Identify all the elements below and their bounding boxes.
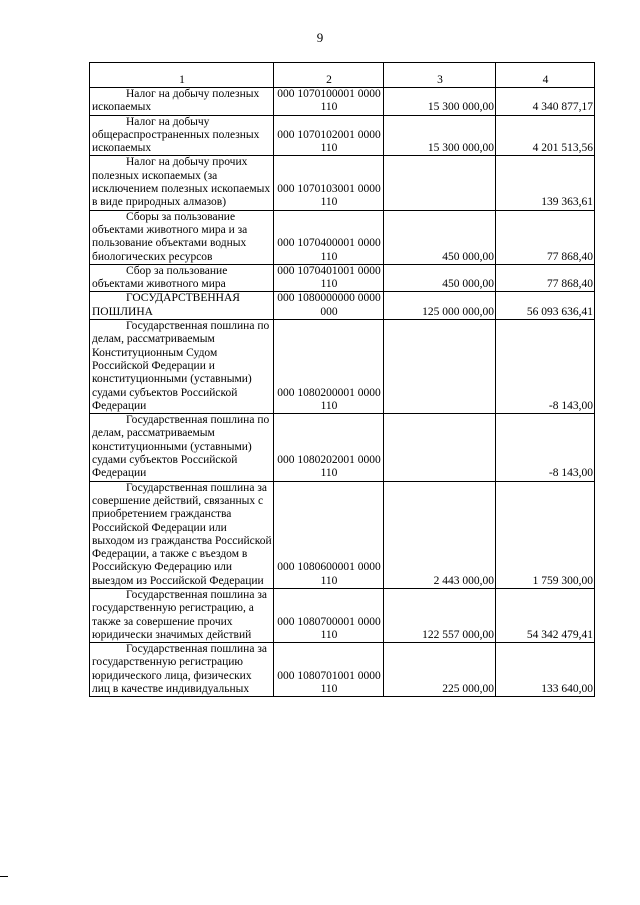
budget-code: 000 1070401001 0000 110	[274, 264, 384, 292]
revenue-name: Государственная пошлина за государственную регистрацию юридического лица, физических лиц в качестве индивидуальных	[90, 643, 274, 697]
actual-amount: 77 868,40	[496, 210, 595, 264]
column-header: 2	[274, 63, 384, 88]
table-header-row	[90, 63, 595, 88]
budget-code: 000 1070103001 0000 110	[274, 156, 384, 210]
actual-amount: 139 363,61	[496, 156, 595, 210]
planned-amount	[384, 414, 496, 481]
planned-amount	[384, 320, 496, 414]
budget-code: 000 1080000000 0000 000	[274, 292, 384, 320]
margin-mark	[0, 876, 8, 877]
actual-amount: 4 201 513,56	[496, 115, 595, 156]
table-row	[90, 588, 595, 642]
revenue-name: Налог на добычу полезных ископаемых	[90, 88, 274, 116]
budget-code: 000 1080200001 0000 110	[274, 320, 384, 414]
planned-amount	[384, 156, 496, 210]
actual-amount: 1 759 300,00	[496, 481, 595, 588]
column-header: 3	[384, 63, 496, 88]
actual-amount: 4 340 877,17	[496, 88, 595, 116]
table-row	[90, 643, 595, 697]
budget-table	[89, 62, 595, 697]
revenue-name: Государственная пошлина за совершение действий, связанных с приобретением гражданства Российской Федерации или выходом из гражданства Российской Федерации, а также с въездом в Российскую Федерацию или выездом из Российской Федерации	[90, 481, 274, 588]
column-header: 1	[90, 63, 274, 88]
planned-amount: 450 000,00	[384, 264, 496, 292]
page-number: 9	[316, 30, 324, 45]
table-row	[90, 320, 595, 414]
planned-amount: 15 300 000,00	[384, 115, 496, 156]
revenue-name: Сбор за пользование объектами животного мира	[90, 264, 274, 292]
planned-amount: 225 000,00	[384, 643, 496, 697]
table-row	[90, 292, 595, 320]
column-header: 4	[496, 63, 595, 88]
planned-amount: 15 300 000,00	[384, 88, 496, 116]
actual-amount: 56 093 636,41	[496, 292, 595, 320]
actual-amount: 77 868,40	[496, 264, 595, 292]
actual-amount: -8 143,00	[496, 414, 595, 481]
planned-amount: 122 557 000,00	[384, 588, 496, 642]
actual-amount: 133 640,00	[496, 643, 595, 697]
budget-code: 000 1080202001 0000 110	[274, 414, 384, 481]
table-row	[90, 88, 595, 116]
revenue-name: Государственная пошлина по делам, рассматриваемым конституционными (уставными) судами субъектов Российской Федерации	[90, 414, 274, 481]
planned-amount: 2 443 000,00	[384, 481, 496, 588]
table-row	[90, 414, 595, 481]
planned-amount: 450 000,00	[384, 210, 496, 264]
revenue-name: Налог на добычу общераспространенных полезных ископаемых	[90, 115, 274, 156]
revenue-name: Государственная пошлина за государственную регистрацию, а также за совершение прочих юридически значимых действий	[90, 588, 274, 642]
budget-code: 000 1070400001 0000 110	[274, 210, 384, 264]
table-row	[90, 210, 595, 264]
budget-code: 000 1080600001 0000 110	[274, 481, 384, 588]
planned-amount: 125 000 000,00	[384, 292, 496, 320]
budget-code: 000 1070102001 0000 110	[274, 115, 384, 156]
budget-code: 000 1080700001 0000 110	[274, 588, 384, 642]
budget-code: 000 1070100001 0000 110	[274, 88, 384, 116]
revenue-name: ГОСУДАРСТВЕННАЯ ПОШЛИНА	[90, 292, 274, 320]
budget-code: 000 1080701001 0000 110	[274, 643, 384, 697]
revenue-name: Сборы за пользование объектами животного мира и за пользование объектами водных биологических ресурсов	[90, 210, 274, 264]
table-row	[90, 156, 595, 210]
table-row	[90, 115, 595, 156]
table-row	[90, 481, 595, 588]
revenue-name: Налог на добычу прочих полезных ископаемых (за исключением полезных ископаемых в виде природных алмазов)	[90, 156, 274, 210]
actual-amount: -8 143,00	[496, 320, 595, 414]
actual-amount: 54 342 479,41	[496, 588, 595, 642]
revenue-name: Государственная пошлина по делам, рассматриваемым Конституционным Судом Российской Федерации и конституционными (уставными) судами субъектов Российской Федерации	[90, 320, 274, 414]
table-row	[90, 264, 595, 292]
